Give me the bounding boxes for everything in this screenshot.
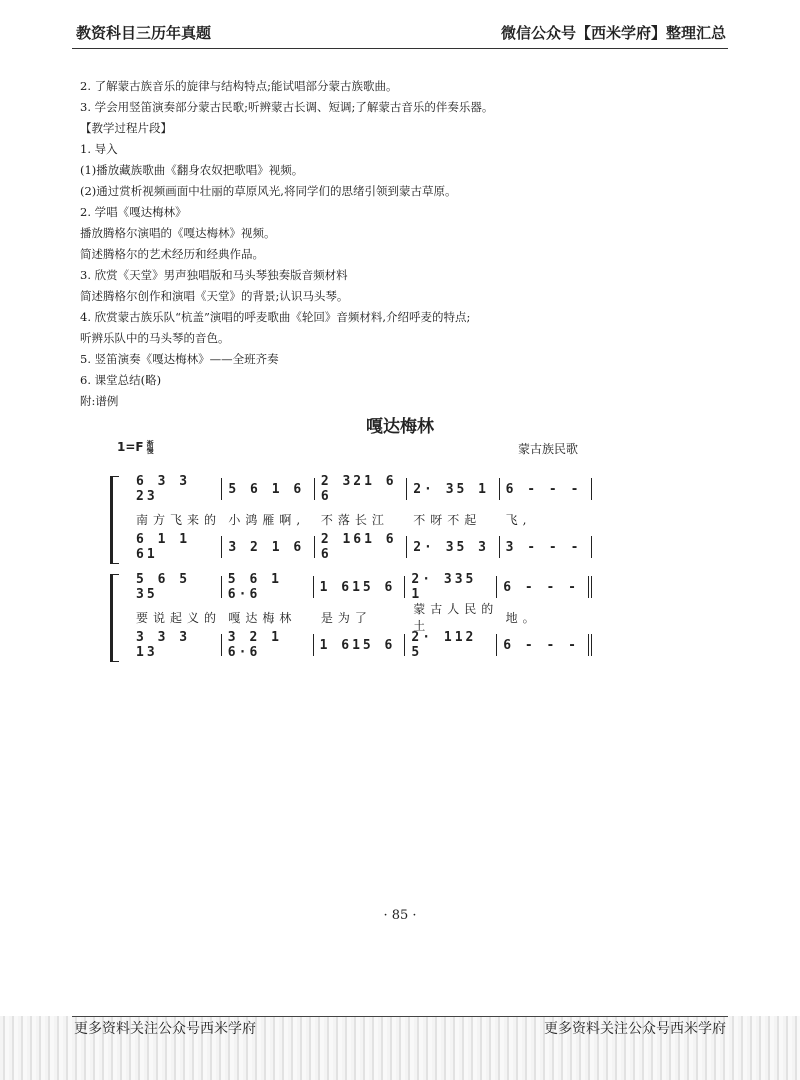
lyric-segment: 蒙古人民的土 (413, 602, 499, 633)
text-line: 听辨乐队中的马头琴的音色。 (80, 331, 230, 345)
measure: 3 3 3 13 (130, 634, 222, 656)
measure: 1 615 6 (314, 576, 406, 598)
lyrics-row (130, 602, 592, 633)
text-line: 2. 了解蒙古族音乐的旋律与结构特点;能试唱部分蒙古族歌曲。 (80, 79, 398, 93)
score-system-1 (110, 476, 592, 564)
lyric-segment: 地。 (505, 610, 540, 625)
melody-row (130, 474, 592, 504)
measure: 2· 335 1 (405, 576, 497, 598)
measure: 2· 35 3 (407, 536, 499, 558)
measure: 2· 112 5 (405, 634, 497, 656)
lyric-segment: 不落长江 (320, 512, 389, 527)
lyric-segment: 要说起义的 (136, 610, 222, 625)
text-line: 1. 导入 (80, 142, 118, 156)
lyric-segment: 嘎达梅林 (228, 610, 297, 625)
lyric-segment: 飞, (505, 512, 532, 527)
text-line: 简述腾格尔创作和演唱《天堂》的背景;认识马头琴。 (80, 289, 349, 303)
text-line: 5. 竖笛演奏《嘎达梅林》——全班齐奏 (80, 352, 279, 366)
lyric-segment: 南方飞来的 (136, 512, 222, 527)
lesson-text (80, 76, 720, 412)
text-line: 简述腾格尔的艺术经历和经典作品。 (80, 247, 264, 261)
key-label: 1=F (117, 440, 144, 454)
measure: 3 - - - (500, 536, 592, 558)
system-bracket (110, 574, 119, 662)
text-line: 4. 欣赏蒙古族乐队“杭盖”演唱的呼麦歌曲《轮回》音频材料,介绍呼麦的特点; (80, 310, 471, 324)
text-line: (1)播放藏族歌曲《翻身农奴把歌唱》视频。 (80, 163, 304, 177)
measure: 5 6 1 6·6 (222, 576, 314, 598)
measure: 6 3 3 23 (130, 478, 222, 500)
final-measure: 6 - - - (497, 634, 592, 656)
text-line: 2. 学唱《嘎达梅林》 (80, 205, 187, 219)
key-signature (117, 440, 156, 455)
measure: 1 615 6 (314, 634, 406, 656)
footer-left-text: 更多资料关注公众号西米学府 (74, 1021, 256, 1037)
harmony-row (130, 532, 592, 562)
page-number: · 85 · (383, 908, 417, 923)
measure: 5 6 1 6 (222, 478, 314, 500)
text-line: 3. 欣赏《天堂》男声独唱版和马头琴独奏版音频材料 (80, 268, 348, 282)
lyric-segment: 小鸿雁啊, (228, 512, 306, 527)
measure: 5 6 5 35 (130, 576, 222, 598)
text-line: 播放腾格尔演唱的《嘎达梅林》视频。 (80, 226, 276, 240)
text-line: 附:谱例 (80, 394, 119, 408)
measure: 2 161 6 6 (315, 536, 407, 558)
measure: 6 - - - (500, 478, 592, 500)
text-line: 3. 学会用竖笛演奏部分蒙古民歌;听辨蒙古长调、短调;了解蒙古音乐的伴奏乐器。 (80, 100, 494, 114)
measure: 6 1 1 61 (130, 536, 222, 558)
footer-divider (72, 1016, 728, 1017)
header-right-title: 微信公众号【西米学府】整理汇总 (500, 24, 726, 42)
measure: 2 321 6 6 (315, 478, 407, 500)
text-line: (2)通过赏析视频画面中壮丽的草原风光,将同学们的思绪引领到蒙古草原。 (80, 184, 457, 198)
lyrics-row (130, 508, 592, 530)
measure: 3 2 1 6·6 (222, 634, 314, 656)
final-measure: 6 - - - (497, 576, 592, 598)
song-title: 嘎达梅林 (366, 417, 434, 437)
lyric-segment: 是为了 (320, 610, 372, 625)
song-source: 蒙古族民歌 (517, 442, 578, 456)
text-line: 【教学过程片段】 (80, 121, 172, 135)
measure: 2· 35 1 (407, 478, 499, 500)
measure: 3 2 1 6 (222, 536, 314, 558)
footer-right-text: 更多资料关注公众号西米学府 (544, 1021, 726, 1037)
header-left-title: 教资科目三历年真题 (76, 24, 212, 42)
score-system-2 (110, 574, 592, 662)
page-header (72, 22, 728, 49)
text-line: 6. 课堂总结(略) (80, 373, 162, 387)
lyric-segment: 不呀不起 (413, 512, 482, 527)
harmony-row (130, 630, 592, 660)
system-bracket (110, 476, 119, 564)
page-footer (0, 1016, 800, 1080)
tempo-mark: 渐慢 (146, 439, 154, 455)
melody-row (130, 572, 592, 602)
